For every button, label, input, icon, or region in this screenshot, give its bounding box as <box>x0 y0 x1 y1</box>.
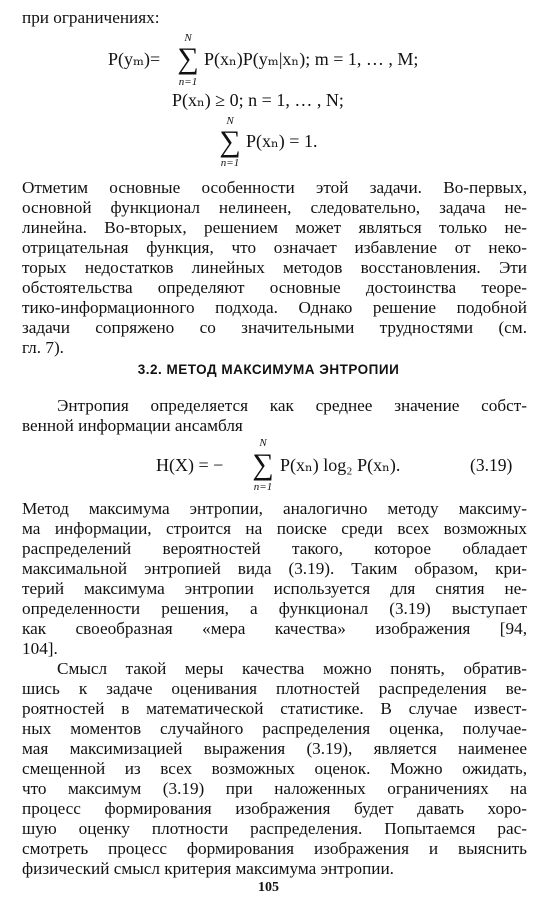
para2-line: Энтропия определяется как среднее значение собст- <box>57 396 527 415</box>
constraint-2: P(xₙ) ≥ 0; n = 1, … , N; <box>172 90 344 110</box>
para4-line: смещенной из всех возможных оценок. Можно ожидать, <box>22 759 527 778</box>
para3-line: определенности решения, а функционал (3.19) выступает <box>22 599 527 618</box>
constraint-3-sum-upper: N <box>226 115 234 127</box>
para3-line: 104]. <box>22 639 58 658</box>
constraint-1-sum-lower: n=1 <box>178 76 198 88</box>
para4-line: процесс формирования изображения будет давать хоро- <box>22 799 527 818</box>
para4-line: роятностей в математической статистике. В случае извест- <box>22 699 527 718</box>
para1-line: Отметим основные особенности этой задачи. Во-первых, <box>22 178 527 197</box>
para1-line: торых недостатков линейных методов восстановления. Эти <box>22 258 527 277</box>
entropy-sum-sign: ∑ <box>252 448 274 481</box>
para3-line: как своеобразная «мера качества» изображения [94, <box>22 619 527 638</box>
constraint-1-sum-sign: ∑ <box>177 42 199 75</box>
para3-line: ма информации, строится на поиске среди всех возможных <box>22 519 527 538</box>
para4-line: мая максимизацией выражения (3.19), является наименее <box>22 739 527 758</box>
constraint-1-sum-upper: N <box>184 32 192 44</box>
para4-line: шую оценку плотности распределения. Попытаемся рас- <box>22 819 527 838</box>
entropy-sum-lower: n=1 <box>253 481 273 493</box>
section-heading: 3.2. МЕТОД МАКСИМУМА ЭНТРОПИИ <box>137 362 400 377</box>
para4-line: шись к задаче оценивания плотностей распределения ве- <box>22 679 527 698</box>
para3-line: максимальной энтропией вида (3.19). Таким образом, кри- <box>22 559 527 578</box>
para4-line: что максимум (3.19) при наложенных ограничениях на <box>22 779 527 798</box>
para2-line: венной информации ансамбля <box>22 416 243 435</box>
para1-line: линейна. Во-вторых, решением может являться только не- <box>22 218 527 237</box>
entropy-formula-rhs: P(xₙ) log₂ P(xₙ). <box>280 455 401 475</box>
constraint-3-sum-sign: ∑ <box>219 125 241 158</box>
para1-line: основной функционал нелинеен, следовательно, задача не- <box>22 198 527 217</box>
constraint-1-rhs: P(xₙ)P(yₘ|xₙ); m = 1, … , M; <box>204 49 419 69</box>
para1-line: задачи сопряжено со значительными трудностями (см. <box>22 318 527 337</box>
constraint-3-sum-lower: n=1 <box>220 157 240 169</box>
intro-text: при ограничениях: <box>22 8 160 27</box>
para4-line: смотреть процесс формирования изображения и выяснить <box>22 839 527 858</box>
page-number: 105 <box>258 880 279 895</box>
para3-line: терий максимума энтропии используется для снятия не- <box>22 579 527 598</box>
para3-line: Метод максимума энтропии, аналогично методу максиму- <box>22 499 527 518</box>
para3-line: распределений вероятностей такого, которое обладает <box>22 539 527 558</box>
para1-line: обстоятельства определяют основные достоинства теоре- <box>22 278 527 297</box>
para1-line: гл. 7). <box>22 338 64 357</box>
equation-number: (3.19) <box>470 455 513 475</box>
para1-line: отрицательная функция, что означает избавление от неко- <box>22 238 527 257</box>
entropy-sum-upper: N <box>259 437 267 449</box>
para4-line: Смысл такой меры качества можно понять, обратив- <box>57 659 527 678</box>
para4-line: физический смысл критерия максимума энтропии. <box>22 859 394 878</box>
para4-line: ных моментов случайного распределения оценка, получае- <box>22 719 527 738</box>
entropy-formula-lhs: H(X) = − <box>156 455 224 475</box>
constraint-3-rhs: P(xₙ) = 1. <box>246 131 318 151</box>
constraint-1-lhs: P(yₘ)= <box>108 49 161 69</box>
para1-line: тико-информационного подхода. Однако решение подобной <box>22 298 527 317</box>
